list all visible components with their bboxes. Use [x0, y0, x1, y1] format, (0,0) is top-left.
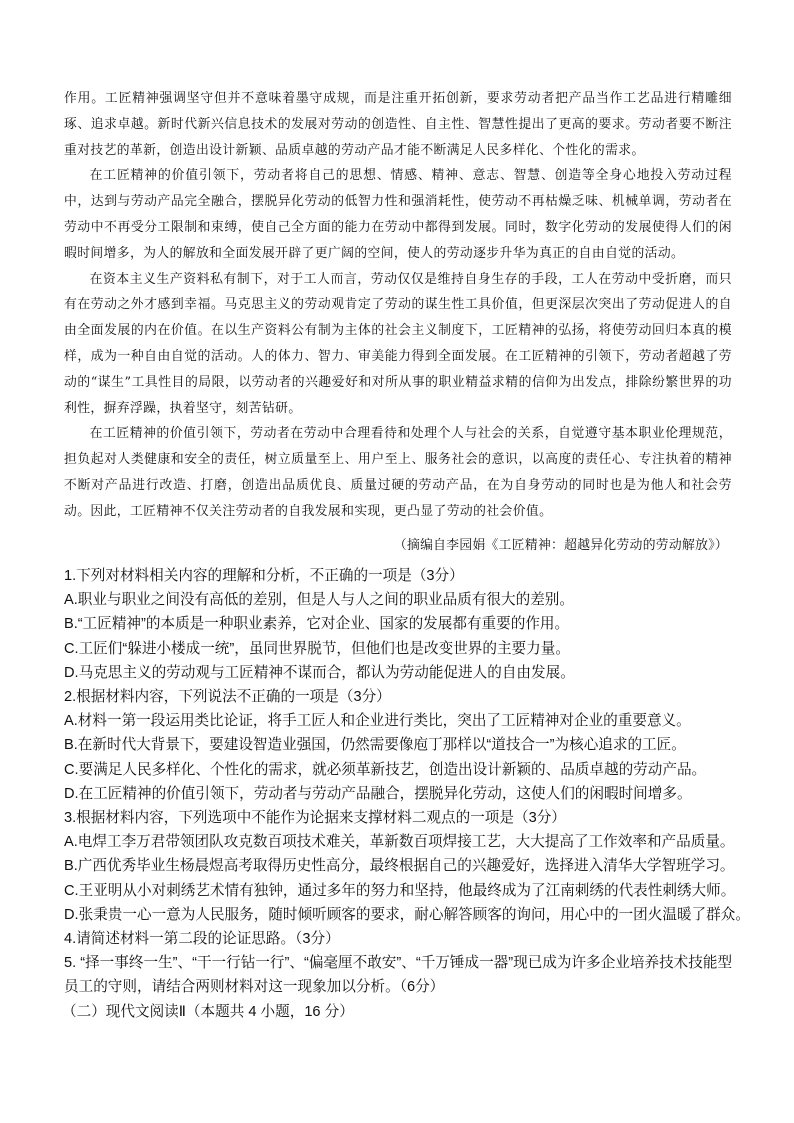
passage-paragraph-2: 在工匠精神的价值引领下，劳动者将自己的思想、情感、精神、意志、智慧、创造等全身心地投入劳动过程中，达到与劳动产品完全融合，摆脱异化劳动的低智力性和强消耗性，使劳动不再枯燥乏味、机械单调，劳动者在劳动中不再受分工限制和束缚，使自己全方面的能力在劳动中都得到发展。同时，数字化劳动的发展使得人们的闲暇时间增多，为人的解放和全面发展开辟了更广阔的空间，使人的劳动逐步升华为真正的自由自觉的活动。 — [64, 168, 732, 261]
passage-source-citation: （摘编自李园娟《工匠精神：超越异化劳动的劳动解放》） — [393, 538, 728, 553]
question-1-option-d: D.马克思主义的劳动观与工匠精神不谋而合，都认为劳动能促进人的自由发展。 — [64, 664, 575, 681]
question-3-option-d: D.张秉贵一心一意为人民服务，随时倾听顾客的要求，耐心解答顾客的询问，用心中的一团火温暖了群众。 — [64, 906, 750, 923]
question-5-stem: 5. “择一事终一生”、“干一行钻一行”、“偏毫厘不敢安”、“千万锤成一器”现已成为许多企业培养技术技能型员工的守则，请结合两则材料对这一现象加以分析。（6分） — [64, 955, 733, 996]
question-3-option-a: A.电焊工李万君带领团队攻克数百项技术难关，革新数百项焊接工艺，大大提高了工作效率和产品质量。 — [64, 834, 735, 851]
reading-passage — [64, 86, 732, 525]
section-heading-reading-2: （二）现代文阅读Ⅱ（本题共 4 小题，16 分） — [62, 1003, 354, 1020]
question-2-stem: 2.根据材料内容，下列说法不正确的一项是（3分） — [64, 689, 391, 706]
question-3-option-b: B.广西优秀毕业生杨晨煜高考取得历史性高分，最终根据自己的兴趣爱好，选择进入清华大学智班学习。 — [64, 858, 735, 875]
question-1-option-a: A.职业与职业之间没有高低的差别，但是人与人之间的职业品质有很大的差别。 — [64, 592, 574, 609]
question-1-option-c: C.工匠们“躲进小楼成一统”，虽同世界脱节，但他们也是改变世界的主要力量。 — [64, 640, 570, 657]
passage-paragraph-1: 作用。工匠精神强调坚守但并不意味着墨守成规，而是注重开拓创新，要求劳动者把产品当作工艺品进行精雕细琢、追求卓越。新时代新兴信息技术的发展对劳动的创造性、自主性、智慧性提出了更高的要求。劳动者要不断注重对技艺的革新，创造出设计新颖、品质卓越的劳动产品才能不断满足人民多样化、个性化的需求。 — [64, 91, 732, 158]
question-3-option-c: C.王亚明从小对刺绣艺术情有独钟，通过多年的努力和坚持，他最终成为了江南刺绣的代表性刺绣大师。 — [64, 882, 736, 899]
question-list — [62, 564, 750, 1024]
passage-paragraph-3: 在资本主义生产资料私有制下，对于工人而言，劳动仅仅是维持自身生存的手段，工人在劳动中受折磨，而只有在劳动之外才感到幸福。马克思主义的劳动观肯定了劳动的谋生性工具价值，但更深层次突出了劳动促进人的自由全面发展的内在价值。在以生产资料公有制为主体的社会主义制度下，工匠精神的弘扬，将使劳动回归本真的模样，成为一种自由自觉的活动。人的体力、智力、审美能力得到全面发展。在工匠精神的引领下，劳动者超越了劳动的“谋生”工具性目的局限，以劳动者的兴趣爱好和对所从事的职业精益求精的信仰为出发点，排除纷繁世界的功利性，摒弃浮躁，执着坚守，刻苦钻研。 — [64, 271, 732, 416]
question-2-option-c: C.要满足人民多样化、个性化的需求，就必须革新技艺，创造出设计新颖的、品质卓越的劳动产品。 — [64, 761, 707, 778]
question-1-stem: 1.下列对材料相关内容的理解和分析，不正确的一项是（3分） — [64, 568, 464, 584]
passage-paragraph-4: 在工匠精神的价值引领下，劳动者在劳动中合理看待和处理个人与社会的关系，自觉遵守基本职业伦理规范，担负起对人类健康和安全的责任，树立质量至上、用户至上、服务社会的意识，以高度的责任心、专注执着的精神不断对产品进行改造、打磨，创造出品质优良、质量过硬的劳动产品，在为自身劳动的同时也是为他人和社会劳动。因此，工匠精神不仅关注劳动者的自我发展和实现，更凸显了劳动的社会价值。 — [64, 426, 732, 519]
question-1-option-b: B.“工匠精神”的本质是一种职业素养，它对企业、国家的发展都有重要的作用。 — [64, 616, 570, 633]
question-2-option-b: B.在新时代大背景下，要建设智造业强国，仍然需要像庖丁那样以“道技合一”为核心追求的工匠。 — [64, 737, 686, 754]
question-4-stem: 4.请简述材料一第二段的论证思路。（3分） — [64, 931, 340, 948]
question-2-option-d: D.在工匠精神的价值引领下，劳动者与劳动产品融合，摆脱异化劳动，这使人们的闲暇时间增多。 — [64, 785, 692, 802]
question-3-stem: 3.根据材料内容，下列选项中不能作为论据来支撑材料二观点的一项是（3分） — [64, 810, 566, 827]
question-2-option-a: A.材料一第一段运用类比论证，将手工匠人和企业进行类比，突出了工匠精神对企业的重要意义。 — [64, 713, 691, 730]
